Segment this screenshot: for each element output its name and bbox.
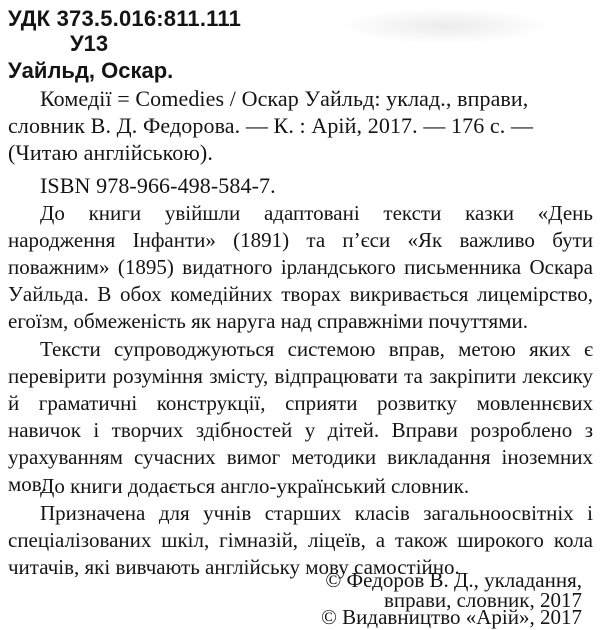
bibliography-line-3: (Читаю англійською).: [8, 140, 213, 165]
background-smudge: [340, 8, 550, 44]
bibliography-line-1: Комедії = Comedies / Оскар Уайльд: уклад., вправи,: [40, 86, 529, 111]
copyright-compiler-detail: вправи, словник, 2017: [383, 588, 582, 612]
annotation-paragraph: Тексти супроводжуються системою вправ, метою яких є перевірити розуміння змісту, відпрацювати та закріпити лексику й граматичні конструкції, сприяти розвитку мовленнєвих навичок і творчих здібностей у дітей. Вправи розроблено з урахуванням сучасних вимог методики викладання іноземних мов.: [8, 337, 593, 496]
author-index: У13: [70, 31, 109, 56]
annotation-paragraph: До книги увійшли адаптовані тексти казки «День народження Інфанти» (1891) та п’єси «Як важливо бути поважним» (1895) видатного ірландського письменника Оскара Уайльда. В обох комедійних творах викривається лицемірство, егоїзм, обмеженість як наруга над справжніми почуттями.: [8, 201, 593, 333]
annotation-paragraph: До книги додається англо-український словник.: [40, 474, 470, 498]
udk-code: УДК 373.5.016:811.111: [8, 6, 242, 31]
author-name: Уайльд, Оскар.: [8, 58, 174, 83]
bibliography-line-2: словник В. Д. Федорова. — К. : Арій, 2017. — 176 с. —: [8, 113, 534, 138]
isbn-number: ISBN 978-966-498-584-7.: [40, 173, 276, 198]
copyright-compiler: © Федоров В. Д., укладання,: [325, 568, 582, 592]
copyright-publisher: © Видавництво «Арій», 2017: [320, 605, 582, 629]
annotation-paragraph: Призначена для учнів старших класів загальноосвітніх і спеціалізованих шкіл, гімназій, ліцеїв, а також широкого кола читачів, які вивчають англійську мову самостійно.: [8, 501, 593, 579]
